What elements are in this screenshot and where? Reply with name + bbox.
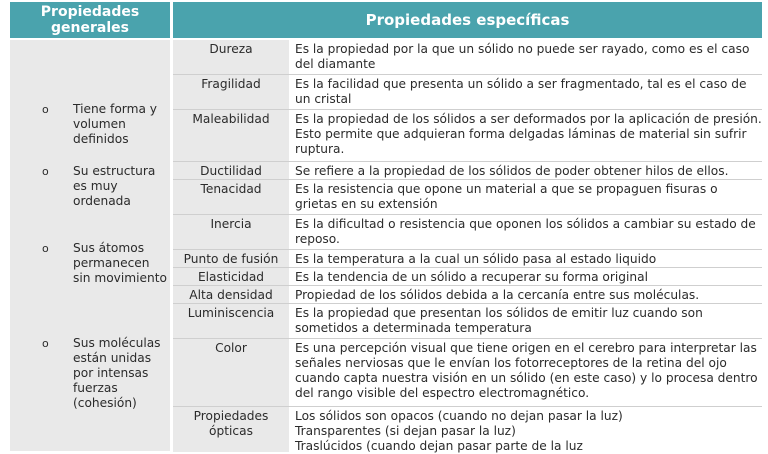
header-general: Propiedades generales [10,2,170,38]
property-description: Es la resistencia que opone un material a que se propaguen fisuras o grietas en su extensión [295,182,718,211]
property-description: Es la propiedad de los sólidos a ser deformados por la aplicación de presión. Esto permite que adquieran forma delgadas láminas de material sin sufrir ruptura. [295,112,762,156]
bullet-icon: o [42,242,49,255]
property-description: Se refiere a la propiedad de los sólidos de poder obtener hilos de ellos. [295,164,729,178]
general-item-text: Sus moléculas están unidas por intensas fuerzas (cohesión) [73,336,161,410]
table-row [173,303,762,339]
property-name: Fragilidad [173,75,289,110]
property-name: Propiedades ópticas [173,407,289,452]
table-row [173,214,762,250]
optical-line: Transparentes (si dejan pasar la luz) [295,424,516,438]
header-specific: Propiedades específicas [173,2,762,38]
property-name: Color [173,339,289,407]
table-row [173,40,762,74]
properties-table [10,2,762,451]
general-item-text: Tiene forma y volumen definidos [73,102,158,146]
property-description: Es la propiedad por la que un sólido no puede ser rayado, como es el caso del diamante [295,42,750,71]
property-name: Alta densidad [173,286,289,304]
property-description: Es la temperatura a la cual un sólido pasa al estado liquido [295,252,657,266]
table-row [173,338,762,407]
property-description: Es la tendencia de un sólido a recuperar su forma original [295,270,648,284]
property-description: Es la facilidad que presenta un sólido a ser fragmentado, tal es el caso de un cristal [295,77,747,106]
table-row [173,406,762,452]
table-row [173,249,762,268]
table-row [173,285,762,304]
property-name: Inercia [173,215,289,250]
table-row [173,179,762,215]
general-properties-column [10,40,170,451]
property-name: Ductilidad [173,162,289,180]
optical-line: Los sólidos son opacos (cuando no dejan pasar la luz) [295,409,623,423]
bullet-icon: o [42,337,49,350]
table-row [173,109,762,162]
property-name: Tenacidad [173,180,289,215]
property-description [291,407,762,452]
table-row [173,74,762,110]
property-description: Propiedad de los sólidos debida a la cercanía entre sus moléculas. [295,288,700,302]
property-description: Es una percepción visual que tiene origen en el cerebro para interpretar las señales nerviosas que le envían los fotorreceptores de la retina del ojo cuando capta nuestra visión en un sólido (en este caso) y lo procesa dentro del rango visible del espectro electromagnético. [295,341,758,400]
property-description: Es la propiedad que presentan los sólidos de emitir luz cuando son sometidos a determinada temperatura [295,306,703,335]
property-name: Elasticidad [173,268,289,286]
property-name: Luminiscencia [173,304,289,339]
general-item-text: Sus átomos permanecen sin movimiento [73,241,167,285]
property-name: Punto de fusión [173,250,289,268]
property-name: Maleabilidad [173,110,289,162]
table-row [173,267,762,286]
table-row [173,161,762,180]
property-description: Es la dificultad o resistencia que oponen los sólidos a cambiar su estado de reposo. [295,217,756,246]
bullet-icon: o [42,165,49,178]
bullet-icon: o [42,103,49,116]
optical-line: Traslúcidos (cuando dejan pasar parte de la luz [295,439,583,453]
general-item-text: Su estructura es muy ordenada [73,164,156,208]
property-name: Dureza [173,40,289,74]
